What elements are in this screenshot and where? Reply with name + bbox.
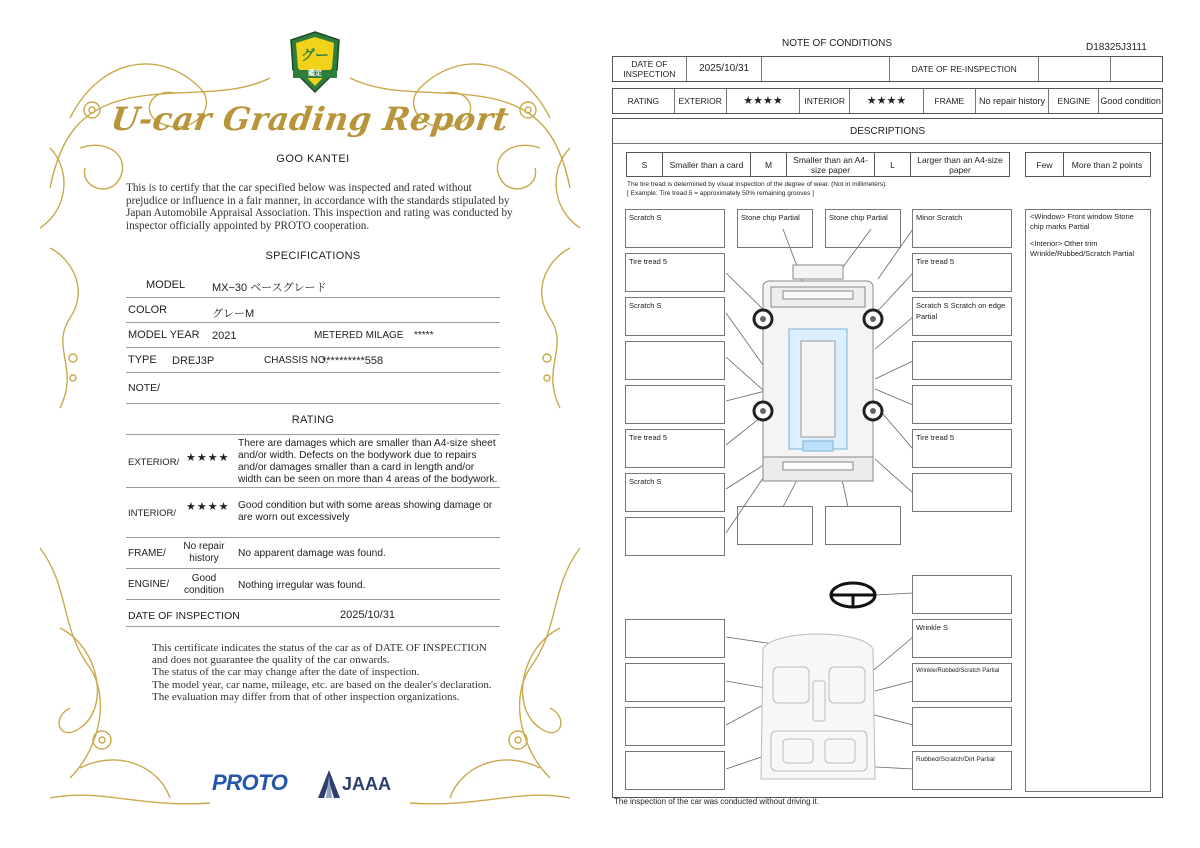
goo-kantei-badge-icon [287,30,343,96]
rating-engine [126,569,500,600]
inspection-date-table [612,56,1163,82]
engine-desc: Nothing irregular was found. [238,580,366,591]
spec-row-model [126,270,500,298]
model-year-value: 2021 [212,330,237,342]
tire-note-line: [ Example: Tire tread 5 = approximately 50% remaining grooves ] [627,189,814,197]
engine-label: ENGINE/ [128,579,170,590]
interior-stars: ★★★★ [850,89,924,113]
exterior-label: EXTERIOR/ [128,457,180,468]
engine-label: ENGINE [1049,89,1099,113]
box-left-sill [625,341,725,380]
box-front-seat-right: Wrinkle/Rubbed/Scratch Partial [912,663,1012,702]
box-left-door: Scratch S [625,297,725,336]
box-right-sill [912,341,1012,380]
descriptions-title: DESCRIPTIONS [613,119,1162,144]
chassis-label: CHASSIS NO. [264,355,329,366]
box-rear-seat-left [625,751,725,790]
note-label: NOTE/ [128,382,161,394]
box-rear-left-tire: Tire tread 5 [625,429,725,468]
remarks-column [1025,209,1151,792]
model-year-label: MODEL YEAR [128,329,200,341]
spec-row-type [126,348,500,373]
box-front-right: Minor Scratch [912,209,1012,248]
grading-certificate [40,28,580,818]
org-name: GOO KANTEI [276,153,350,165]
color-label: COLOR [128,304,168,316]
reinsp-label: DATE OF RE-INSPECTION [890,57,1039,81]
rating-frame [126,538,500,569]
interior-label: INTERIOR [800,89,850,113]
rating-exterior [126,434,500,488]
legend-l-desc: Larger than an A4-size paper [917,154,1003,175]
steering-wheel-icon [831,583,875,607]
legend-s: S [627,153,663,176]
box-rear-seat: Rubbed/Scratch/Dirt Partial [912,751,1012,790]
rating-interior [126,488,500,538]
proto-logo: PROTO [212,770,288,795]
box-rear-right-tire: Tire tread 5 [912,429,1012,468]
spec-row-color [126,298,500,323]
box-rear-glass [737,506,813,545]
interior-label: INTERIOR/ [128,508,177,519]
metered-value: ***** [414,330,434,341]
type-value: DREJ3P [172,355,215,367]
disclaimer-line: The status of the car may change after the date of inspection. [152,666,420,679]
remarks-interior: <Interior> Other trim Wrinkle/Rubbed/Scratch Partial [1030,239,1135,258]
box-interior-trim: Wrinkle S [912,619,1012,658]
box-rear-left: Scratch S [625,473,725,512]
frame-value: No repair history [183,541,225,564]
rating-label: RATING [613,89,675,113]
box-rear-right [912,473,1012,512]
svg-text:鑑定: 鑑定 [308,70,322,77]
interior-desc: Good condition but with some areas showing damage or are worn out excessively [238,500,493,523]
date-label: DATE OF INSPECTION [128,610,240,622]
jaaa-mark-icon [318,770,340,798]
legend-l: L [875,153,911,176]
descriptions-panel [612,118,1163,798]
svg-text:グー: グー [301,47,329,63]
legend-few-desc: More than 2 points [1071,159,1143,170]
logos [210,770,410,798]
reinsp-value [1039,57,1111,81]
disclaimer [152,642,502,703]
box-front-left-tire: Tire tread 5 [625,253,725,292]
box-hood: Stone chip Partial [825,209,901,248]
tire-note-line: The tire tread is determined by visual inspection of the degree of wear. (Not in millimeters). [627,181,888,188]
model-label: MODEL [146,279,186,291]
rating-title: RATING [291,414,335,426]
legend-m: M [751,153,787,176]
date-insp-value: 2025/10/31 [687,57,763,81]
box-front-right-tire: Tire tread 5 [912,253,1012,292]
spec-row-year [126,323,500,348]
chassis-value: **********558 [322,355,384,367]
legend-few: Few [1026,153,1064,176]
frame-value: No repair history [976,89,1050,113]
exterior-desc: There are damages which are smaller than A4-size sheet and/or width. Defects on the bodywork due to repairs and/or damages smaller than a card in length and/or width can be seen on more than 4 areas of the bodywork. [238,438,498,485]
specifications-title: SPECIFICATIONS [265,250,361,262]
exterior-stars: ★★★★ [186,452,230,464]
box-right-rear-door [912,385,1012,424]
disclaimer-line: The evaluation may differ from that of other inspection organizations. [152,690,460,703]
color-value: グレーM [212,308,255,320]
date-insp-blank [762,57,890,81]
box-console [625,707,725,746]
engine-value: Good condition [1100,96,1161,106]
box-center [912,707,1012,746]
legend-m-desc: Smaller than an A4-size paper [787,153,875,176]
spec-row-note [126,373,500,404]
exterior-label: EXTERIOR [675,89,727,113]
report-title: U-car Grading Report [108,100,512,138]
exterior-stars: ★★★★ [727,89,801,113]
date-row [126,600,500,627]
box-trunk [825,506,901,545]
frame-label: FRAME [924,89,976,113]
no-drive-note: The inspection of the car was conducted without driving it. [614,797,819,806]
box-windshield: Stone chip Partial [737,209,813,248]
rating-table [612,88,1163,114]
box-steering [912,575,1012,614]
frame-label: FRAME/ [128,548,166,559]
notes-title: NOTE OF CONDITIONS [782,38,892,49]
box-left-rear-door [625,385,725,424]
disclaimer-line: This certificate indicates the status of the car as of DATE OF INSPECTION and does not guarantee the quality of the car onwards. [152,642,487,667]
jaaa-logo: JAAA [342,774,392,794]
model-value: MX−30 ベースグレード [212,282,327,294]
box-right-door: Scratch S Scratch on edge Partial [912,297,1012,336]
type-label: TYPE [128,354,157,366]
interior-stars: ★★★★ [186,501,230,513]
doc-id: D18325J3111 [1086,42,1147,53]
date-value: 2025/10/31 [340,609,396,621]
remarks-window: <Window> Front window Stone chip marks Partial [1030,212,1134,231]
disclaimer-line: The model year, car name, mileage, etc. are based on the dealer's declaration. [152,678,492,691]
box-dashboard [625,619,725,658]
reinsp-extra [1111,57,1162,81]
engine-value: Good condition [183,573,225,596]
legend-s-desc: Smaller than a card [663,153,751,176]
box-rear-bumper-left [625,517,725,556]
date-insp-label: DATE OF INSPECTION [613,57,687,81]
box-front-seat-left [625,663,725,702]
frame-desc: No apparent damage was found. [238,548,386,559]
metered-label: METERED MILAGE [314,330,404,341]
certify-text: This is to certify that the car specified below was inspected and rated without prejudice or influence in a fair manner, in accordance with the standards stipulated by Japan Automobile Appraisal Association. This inspection and rating was conducted by inspector officially appointed by PROTO cooperation. [126,182,513,232]
box-front-left: Scratch S [625,209,725,248]
